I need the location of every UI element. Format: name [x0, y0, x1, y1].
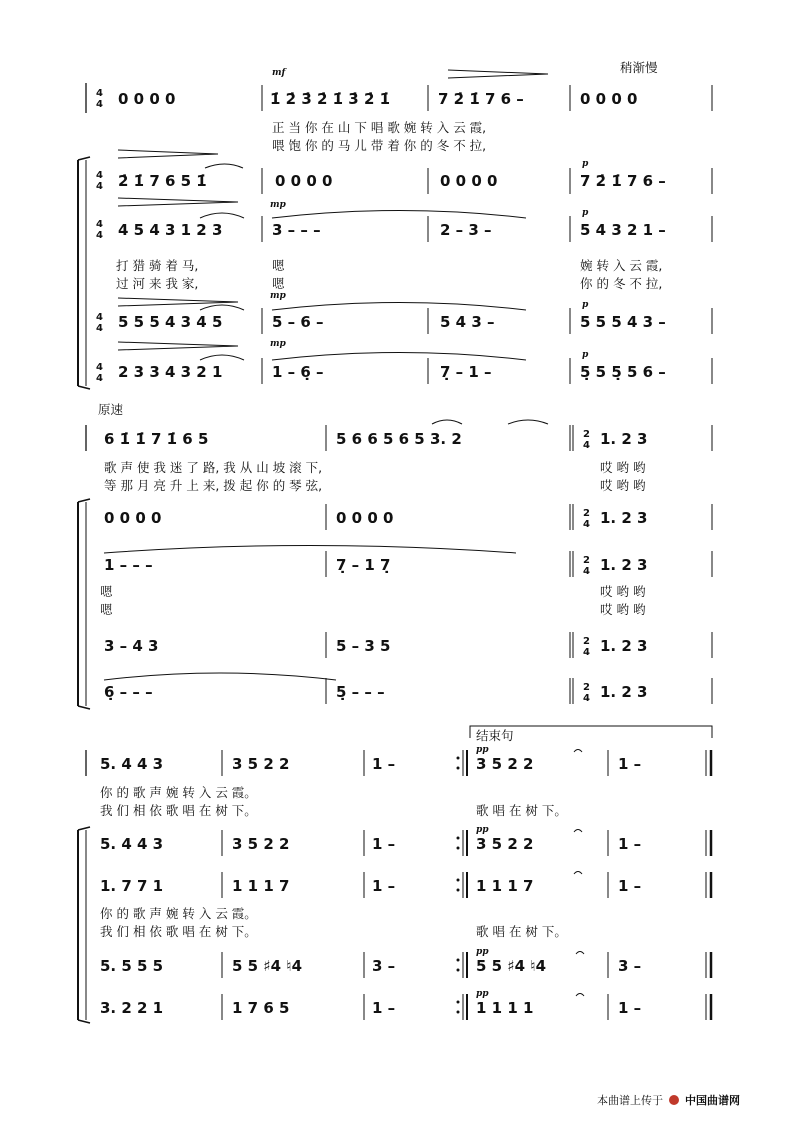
- repeat-dot: [457, 1001, 460, 1004]
- choir-row-4: [100, 989, 711, 1020]
- crescendo-hairpin: [448, 70, 548, 78]
- lyric-line: 喂 饱 你 的 马 儿 带 着 你 的 冬 不 拉,: [272, 138, 487, 153]
- slur: [200, 355, 244, 360]
- time-sig-bottom: 4: [96, 230, 103, 241]
- notes-measure: 1 –: [372, 877, 396, 895]
- repeat-dot: [457, 889, 460, 892]
- time-sig-top: 4: [96, 312, 103, 323]
- notes-measure: 5 5 ♯4 ♮4: [232, 957, 303, 975]
- lyric-line: 等 那 月 亮 升 上 来, 拨 起 你 的 琴 弦,: [104, 478, 323, 493]
- choir-row-1: [100, 825, 711, 856]
- slur: [200, 305, 244, 310]
- lyric-aiyo: 哎 哟 哟: [600, 460, 646, 475]
- notes-measure: 5 6 6 5 6 5 3. 2: [336, 430, 462, 448]
- notes-measure: 5 5 5 4 3 –: [580, 313, 666, 331]
- bracket-top: [78, 499, 90, 502]
- time-sig-bottom: 4: [583, 566, 590, 577]
- bracket-top: [78, 157, 90, 160]
- notes-measure: 3 5 2 2: [232, 755, 290, 773]
- bracket-bottom: [78, 706, 90, 709]
- dynamic-p: p: [582, 208, 589, 218]
- notes-measure: 1 –: [372, 835, 396, 853]
- time-sig-bottom: 4: [96, 99, 103, 110]
- notes-measure: 5 5 5 4 3 4 5: [118, 313, 223, 331]
- system-3: [78, 726, 712, 1023]
- upload-text: 本曲谱上传于: [597, 1094, 663, 1107]
- time-sig-top: 4: [96, 88, 103, 99]
- time-sig-top: 2: [583, 508, 590, 519]
- notes-measure: 1. 2 3: [600, 430, 648, 448]
- site-name-link[interactable]: 中国曲谱网: [685, 1094, 740, 1107]
- dynamic-pp: pp: [476, 947, 489, 957]
- notes-measure: 6̣ – – –: [104, 683, 153, 701]
- bracket-bottom: [78, 386, 90, 389]
- lyric-aiyo: 哎 哟 哟: [600, 584, 646, 599]
- lyric-line: 你 的 歌 声 婉 转 入 云 霞。: [100, 906, 257, 921]
- lyric-line: 你 的 歌 声 婉 转 入 云 霞。: [100, 785, 257, 800]
- slur: [508, 420, 548, 424]
- repeat-dot: [457, 757, 460, 760]
- coda-label: 结束句: [476, 728, 514, 743]
- time-sig-bottom: 4: [96, 181, 103, 192]
- notes-measure: 1 –: [618, 835, 642, 853]
- time-sig-top: 2: [583, 636, 590, 647]
- lyric-line: 我 们 相 依 歌 唱 在 树 下。: [100, 803, 257, 818]
- lyric-hum: 嗯: [100, 584, 113, 599]
- notes-measure: 6 1̇ 1̇ 7 1̇ 6 5: [104, 430, 209, 448]
- notes-measure: 1 1 1 7: [232, 877, 290, 895]
- notes-measure: 7̣ – 1 7̣: [336, 556, 391, 574]
- notes-measure: 1 –: [618, 877, 642, 895]
- lyric-line: 我 们 相 依 歌 唱 在 树 下。: [100, 924, 257, 939]
- tempo-slower-label: 稍渐慢: [620, 60, 658, 75]
- system-1: [78, 60, 712, 389]
- notes-measure: 1. 2 3: [600, 683, 648, 701]
- time-sig-top: 4: [96, 170, 103, 181]
- notes-measure: 5. 5 5 5: [100, 957, 164, 975]
- time-sig-top: 4: [96, 362, 103, 373]
- notes-measure: 1. 2 3: [600, 509, 648, 527]
- crescendo-hairpin: [118, 198, 238, 206]
- notes-measure: 1 1 1 1: [476, 999, 534, 1017]
- lyric-line: 你 的 冬 不 拉,: [580, 276, 663, 291]
- notes-measure: 5. 4 4 3: [100, 835, 164, 853]
- lyric-line: 过 河 来 我 家,: [116, 276, 199, 291]
- time-sig-top: 2: [583, 429, 590, 440]
- dynamic-p: p: [582, 350, 589, 360]
- lyric-line: 歌 唱 在 树 下。: [476, 803, 567, 818]
- notes-measure: 3 5 2 2: [232, 835, 290, 853]
- time-sig-top: 2: [583, 682, 590, 693]
- time-sig-bottom: 4: [583, 693, 590, 704]
- dynamic-mp: mp: [270, 200, 286, 210]
- tie-long: [104, 673, 336, 680]
- lyric-aiyo: 哎 哟 哟: [600, 602, 646, 617]
- choir-row-3: [100, 947, 711, 978]
- notes-measure: 3 5 2 2: [476, 835, 534, 853]
- notes-measure: 1. 7 7 1: [100, 877, 164, 895]
- fermata: [574, 750, 582, 753]
- notes-measure: 1̇ 2̇ 3̇ 2̇ 1̇ 3̇ 2̇ 1̇: [270, 90, 391, 108]
- bracket-top: [78, 827, 90, 830]
- system-2: [78, 402, 712, 709]
- repeat-dot: [457, 847, 460, 850]
- notes-measure: 3 –: [618, 957, 642, 975]
- notes-measure: 0 0 0 0: [580, 90, 638, 108]
- notes-measure: 5̣ – – –: [336, 683, 385, 701]
- bracket-bottom: [78, 1020, 90, 1023]
- notes-measure: 1. 2 3: [600, 637, 648, 655]
- dynamic-mp: mp: [270, 291, 286, 301]
- time-sig-bottom: 4: [96, 323, 103, 334]
- notes-measure: 7̣ – 1 –: [440, 363, 492, 381]
- notes-measure: 5 – 6 –: [272, 313, 324, 331]
- time-sig-bottom: 4: [583, 647, 590, 658]
- repeat-dot: [457, 837, 460, 840]
- time-sig-bottom: 4: [583, 519, 590, 530]
- dynamic-p: p: [582, 300, 589, 310]
- notes-measure: 0 0 0 0: [440, 172, 498, 190]
- notes-measure: 3 – 4 3: [104, 637, 159, 655]
- lyric-hum: 嗯: [100, 602, 113, 617]
- footer: [597, 1092, 740, 1108]
- notes-measure: 1 1 1 7: [476, 877, 534, 895]
- fermata: [576, 952, 584, 955]
- tempo-original-label: 原速: [98, 402, 124, 417]
- notes-measure: 5̣ 5 5̣ 5 6 –: [580, 363, 666, 381]
- notes-measure: 0 0 0 0: [275, 172, 333, 190]
- dynamic-mf: mf: [272, 68, 286, 78]
- slur: [205, 164, 243, 168]
- dynamic-p: p: [582, 159, 589, 169]
- time-sig-top: 4: [96, 219, 103, 230]
- notes-measure: 1 – – –: [104, 556, 153, 574]
- notes-measure: 2̇ 1̇ 7 6 5 1̇: [118, 172, 207, 190]
- notes-measure: 4 5 4 3 1 2 3: [118, 221, 223, 239]
- tie-long: [272, 353, 526, 361]
- tie-long: [104, 546, 516, 554]
- notes-measure: 5 5 ♯4 ♮4: [476, 957, 547, 975]
- lyric-line: 歌 唱 在 树 下。: [476, 924, 567, 939]
- repeat-dot: [457, 959, 460, 962]
- notes-measure: 7 2̇ 1̇ 7 6 –: [438, 90, 524, 108]
- lyric-hum: 嗯: [272, 276, 285, 291]
- notes-measure: 1 –: [618, 999, 642, 1017]
- notes-measure: 1 –: [372, 999, 396, 1017]
- fermata: [576, 994, 584, 997]
- time-sig-bottom: 4: [583, 440, 590, 451]
- notes-measure: 0 0 0 0: [118, 90, 176, 108]
- notes-measure: 7 2̇ 1̇ 7 6 –: [580, 172, 666, 190]
- notes-measure: 3 – – –: [272, 221, 321, 239]
- fermata: [574, 872, 582, 875]
- dynamic-pp: pp: [476, 825, 489, 835]
- crescendo-hairpin: [118, 342, 238, 350]
- tie-long: [272, 211, 526, 219]
- dynamic-mp: mp: [270, 339, 286, 349]
- notes-measure: 1 – 6̣ –: [272, 363, 324, 381]
- notes-measure: 2 – 3 –: [440, 221, 492, 239]
- lyric-line: 打 猎 骑 着 马,: [116, 258, 199, 273]
- notes-measure: 0 0 0 0: [104, 509, 162, 527]
- notes-measure: 1 –: [372, 755, 396, 773]
- choir-row-2: [100, 872, 711, 899]
- crescendo-hairpin: [118, 150, 218, 158]
- slur: [200, 213, 244, 218]
- dynamic-pp: pp: [476, 745, 489, 755]
- notes-measure: 5. 4 4 3: [100, 755, 164, 773]
- lyric-line: 正 当 你 在 山 下 唱 歌 婉 转 入 云 霞,: [272, 120, 487, 135]
- lyric-line: 歌 声 使 我 迷 了 路, 我 从 山 坡 滚 下,: [104, 460, 323, 475]
- notes-measure: 5 4 3 –: [440, 313, 495, 331]
- fermata: [574, 830, 582, 833]
- time-sig-bottom: 4: [96, 373, 103, 384]
- lyric-aiyo: 哎 哟 哟: [600, 478, 646, 493]
- notes-measure: 3. 2 2 1: [100, 999, 164, 1017]
- notes-measure: 5 4 3 2 1 –: [580, 221, 666, 239]
- notes-measure: 0 0 0 0: [336, 509, 394, 527]
- lyric-hum: 嗯: [272, 258, 285, 273]
- tie-long: [272, 303, 526, 311]
- notes-measure: 1 7 6 5: [232, 999, 290, 1017]
- notes-measure: 3 5 2 2: [476, 755, 534, 773]
- notes-measure: 3 –: [372, 957, 396, 975]
- time-sig-top: 2: [583, 555, 590, 566]
- slur: [432, 420, 462, 424]
- dynamic-pp: pp: [476, 989, 489, 999]
- repeat-dot: [457, 1011, 460, 1014]
- repeat-dot: [457, 969, 460, 972]
- lyric-line: 婉 转 入 云 霞,: [580, 258, 663, 273]
- repeat-dot: [457, 879, 460, 882]
- notes-measure: 5 – 3 5: [336, 637, 391, 655]
- notes-measure: 1 –: [618, 755, 642, 773]
- notes-measure: 2 3 3 4 3 2 1: [118, 363, 223, 381]
- repeat-dot: [457, 767, 460, 770]
- site-logo-icon: [669, 1095, 679, 1105]
- notes-measure: 1. 2 3: [600, 556, 648, 574]
